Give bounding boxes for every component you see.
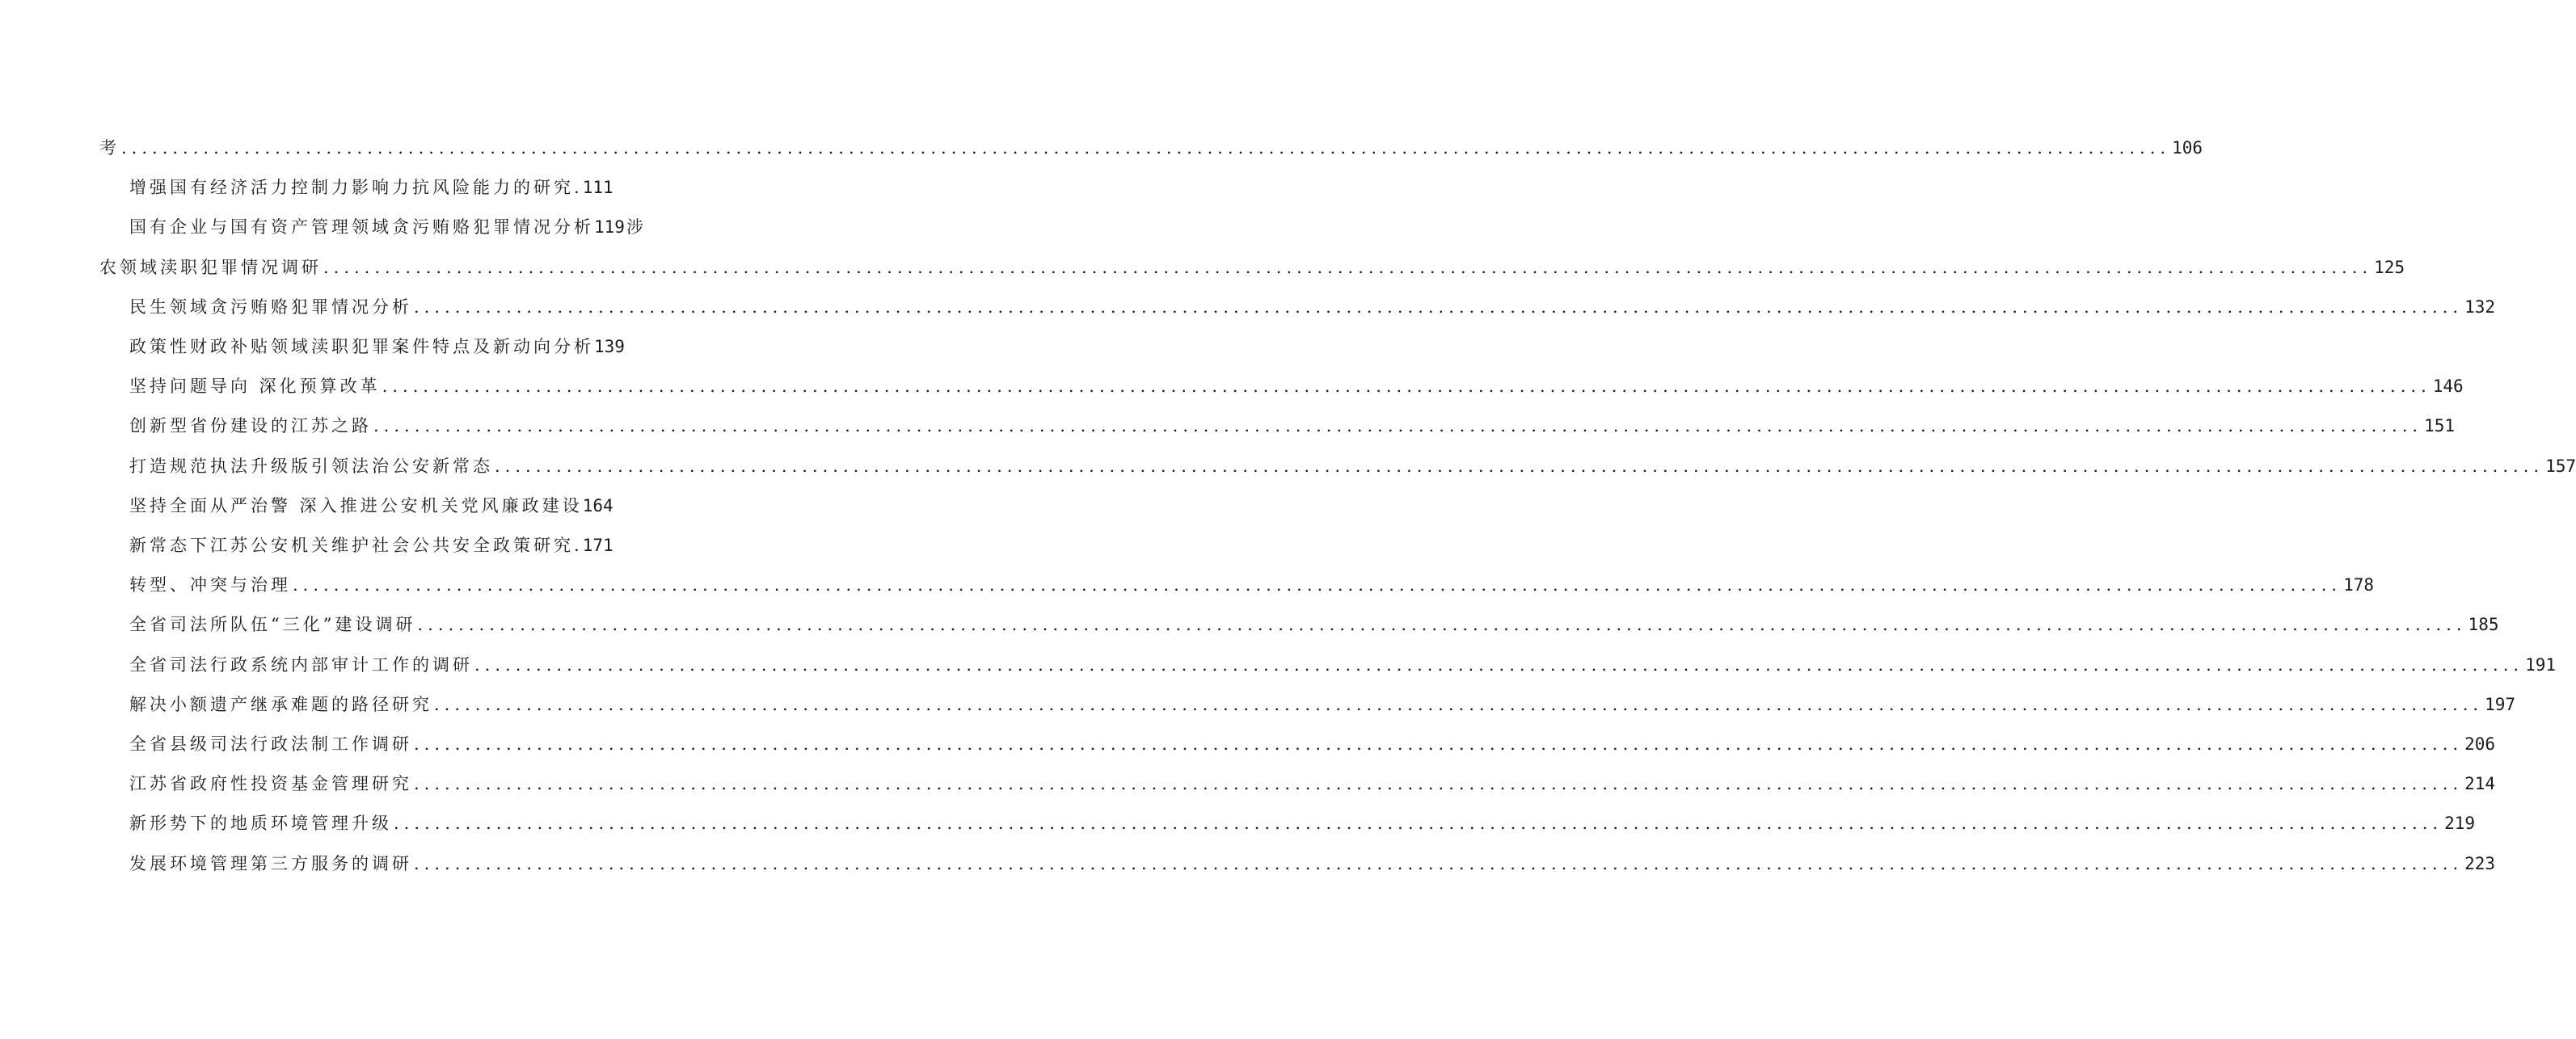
- toc-entry-page-number: 146: [2432, 376, 2464, 397]
- toc-entry-row: [99, 251, 2405, 284]
- toc-entry-title: 转型、冲突与治理: [129, 575, 291, 595]
- toc-entry-title: 创新型省份建设的江苏之路: [129, 416, 372, 436]
- toc-entry-row: [129, 768, 2495, 800]
- toc-entry-page-number: 191: [2525, 654, 2556, 675]
- toc-entry[interactable]: [129, 768, 2495, 800]
- toc-entry[interactable]: [99, 251, 2405, 284]
- toc-entry-title: 全省司法行政系统内部审计工作的调研: [129, 654, 473, 675]
- toc-entry-title: 政策性财政补贴领域渎职犯罪案件特点及新动向分析: [129, 337, 594, 356]
- toc-entry-page-number: 132: [2464, 297, 2495, 317]
- toc-entry-row: [129, 171, 612, 204]
- toc-entry-page-number: 164: [582, 495, 613, 515]
- toc-entry-row: [129, 649, 2556, 681]
- toc-dot-leader: ........................................................................................................................................................................................................: [474, 654, 2524, 675]
- toc-entry-page-number: 197: [2485, 694, 2515, 714]
- toc-entry-overflow-char: 涉: [626, 217, 647, 238]
- toc-entry-title: 发展环境管理第三方服务的调研: [129, 853, 412, 873]
- toc-entry[interactable]: [129, 848, 2495, 880]
- toc-entry-page-number: 219: [2444, 814, 2475, 834]
- toc-entry-row: [129, 490, 612, 522]
- toc-entry-page-number: 185: [2468, 615, 2499, 635]
- toc-entry-row: [129, 330, 625, 363]
- toc-dot-leader: ........................................................................................................................................................................................................: [414, 734, 2464, 754]
- toc-entry-page-number: 125: [2374, 257, 2405, 277]
- toc-entry[interactable]: [129, 171, 612, 204]
- toc-entry-row: [129, 848, 2495, 880]
- toc-entry-page-number: 119: [594, 217, 625, 238]
- toc-entry-row: [129, 569, 2374, 601]
- toc-dot-leader: ........................................................................................................................................................................................................: [293, 575, 2342, 595]
- toc-dot-leader: ........................................................................................................................................................................................................: [394, 814, 2443, 834]
- toc-entry-title: 全省司法所队伍“三化”建设调研: [129, 615, 416, 635]
- toc-entry-page-number: 214: [2464, 774, 2495, 794]
- toc-entry-title: 全省县级司法行政法制工作调研: [129, 734, 412, 754]
- toc-entry[interactable]: [99, 132, 2203, 164]
- toc-dot-leader: ........................................................................................................................................................................................................: [434, 694, 2484, 714]
- toc-entry-title: 农领域渎职犯罪情况调研: [99, 257, 322, 277]
- toc-entry-row: [129, 410, 2455, 442]
- toc-entry-page-number: 206: [2464, 734, 2495, 754]
- toc-dot-leader: ........................................................................................................................................................................................................: [373, 416, 2423, 436]
- toc-dot-leader: ........................................................................................................................................................................................................: [414, 853, 2464, 873]
- toc-entry-title: 江苏省政府性投资基金管理研究: [129, 774, 412, 794]
- toc-entry-title: 新常态下江苏公安机关维护社会公共安全政策研究.: [129, 536, 583, 555]
- toc-entry-title: 打造规范执法升级版引领法治公安新常态: [129, 456, 493, 476]
- toc-entry-page-number: 157: [2545, 456, 2576, 476]
- toc-entry-page-number: 171: [582, 536, 613, 555]
- toc-entry-page-number: 151: [2424, 416, 2455, 436]
- toc-entry-row: [99, 132, 2203, 164]
- toc-entry[interactable]: [129, 688, 2515, 721]
- toc-entry[interactable]: [129, 490, 612, 522]
- toc-entry-row: [129, 688, 2515, 721]
- toc-entry-title: 考: [99, 138, 120, 158]
- toc-entry[interactable]: [129, 410, 2455, 442]
- toc-dot-leader: ........................................................................................................................................................................................................: [121, 138, 2171, 158]
- toc-entry-row: [129, 807, 2475, 839]
- toc-entry-title: 解决小额遗产继承难题的路径研究: [129, 694, 432, 714]
- toc-entry[interactable]: [129, 649, 2556, 681]
- toc-dot-leader: ........................................................................................................................................................................................................: [414, 297, 2464, 317]
- toc-entry[interactable]: [129, 450, 2576, 482]
- toc-entry-row: [129, 529, 612, 562]
- toc-dot-leader: ........................................................................................................................................................................................................: [323, 257, 2373, 277]
- toc-entry[interactable]: [129, 807, 2475, 839]
- toc-entry-row: [129, 608, 2499, 641]
- toc-entry-row: [129, 450, 2576, 482]
- toc-entry-title: 增强国有经济活力控制力影响力抗风险能力的研究.: [129, 178, 583, 198]
- toc-entry-title: 坚持问题导向 深化预算改革: [129, 376, 381, 397]
- toc-entry-page-number: 111: [582, 178, 613, 198]
- toc-entry-row: [129, 728, 2495, 760]
- toc-dot-leader: ........................................................................................................................................................................................................: [417, 615, 2467, 635]
- toc-entry[interactable]: [129, 211, 625, 243]
- toc-dot-leader: ........................................................................................................................................................................................................: [495, 456, 2544, 476]
- toc-entry-page-number: 223: [2464, 853, 2495, 873]
- toc-entry[interactable]: [129, 291, 2495, 323]
- toc-entry-row: [129, 291, 2495, 323]
- toc-entry-title: 坚持全面从严治警 深入推进公安机关党风廉政建设: [129, 495, 583, 515]
- toc-entry-page-number: 139: [594, 337, 625, 356]
- toc-entry-page-number: 106: [2172, 138, 2203, 158]
- toc-entry-page-number: 178: [2343, 575, 2374, 595]
- toc-entry[interactable]: [129, 569, 2374, 601]
- toc-entry-title: 民生领域贪污贿赂犯罪情况分析: [129, 297, 412, 317]
- toc-entry[interactable]: [129, 529, 612, 562]
- toc-entry[interactable]: [129, 330, 625, 363]
- toc-dot-leader: ........................................................................................................................................................................................................: [414, 774, 2464, 794]
- toc-entry[interactable]: [129, 370, 2464, 402]
- toc-entry[interactable]: [129, 728, 2495, 760]
- toc-entry[interactable]: [129, 608, 2499, 641]
- toc-entry-title: 新形势下的地质环境管理升级: [129, 814, 392, 834]
- toc-entry-row: [129, 370, 2464, 402]
- toc-entry-row: [129, 211, 625, 243]
- toc-entry-title: 国有企业与国有资产管理领域贪污贿赂犯罪情况分析: [129, 217, 594, 238]
- toc-dot-leader: ........................................................................................................................................................................................................: [382, 376, 2431, 397]
